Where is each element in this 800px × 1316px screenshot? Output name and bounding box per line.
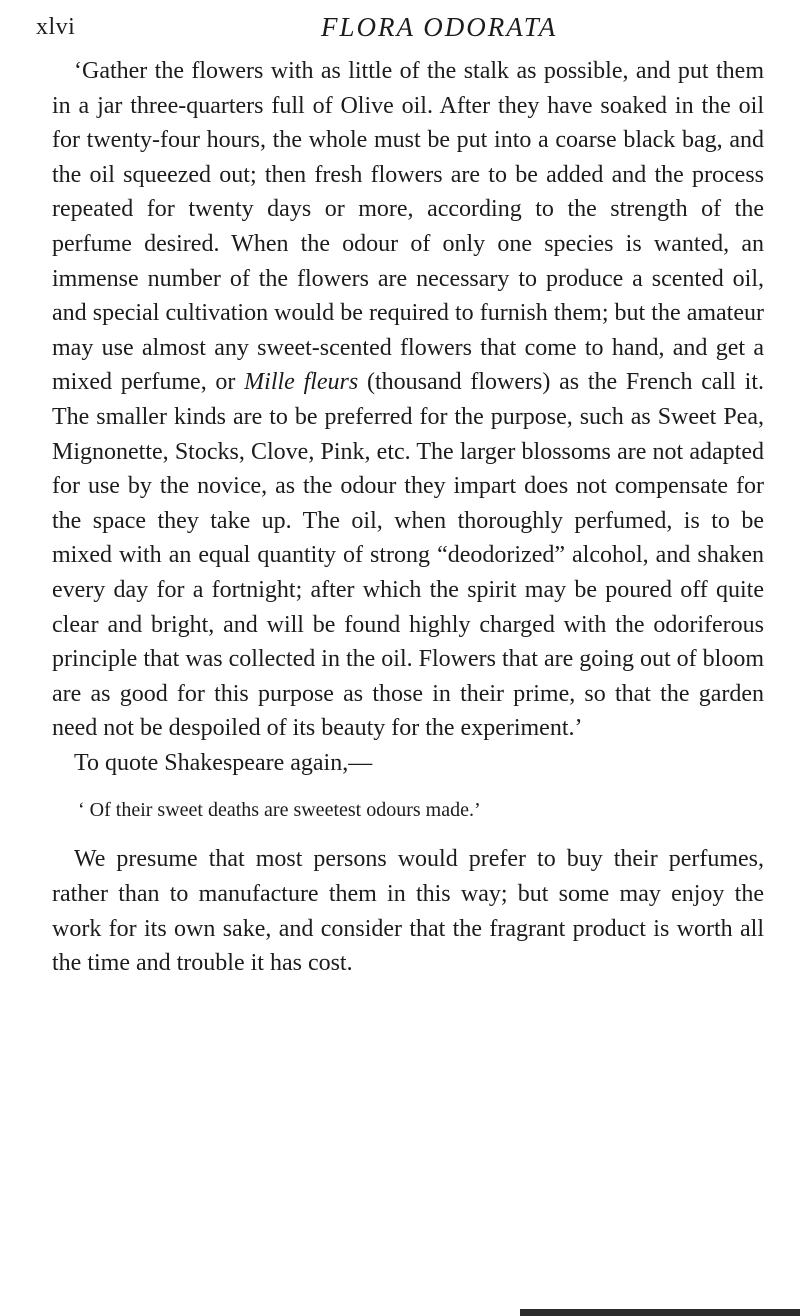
paragraph-shakespeare-intro: To quote Shakespeare again,— xyxy=(74,749,373,776)
paragraph-recipe xyxy=(52,54,764,746)
running-head xyxy=(36,8,776,48)
running-title: FLORA ODORATA xyxy=(321,12,558,42)
mille-fleurs-term: Mille fleurs xyxy=(244,369,359,396)
bottom-rule xyxy=(520,1309,800,1316)
body-text xyxy=(52,54,764,981)
paragraph-conclusion: We presume that most persons would prefer to buy their perfumes, rather than to manufacture them in this way; but some may enjoy the work for its own sake, and consider that the fragrant product is worth all the time and trouble it has cost. xyxy=(52,846,764,977)
recipe-text-part-2: (thousand flowers) as the French call it. The smaller kinds are to be preferred for the purpose, such as Sweet Pea, Mignonette, Stocks, Clove, Pink, etc. The larger blossoms are not adapted for use by the novice, as the odour they impart does not compensate for the space they take up. The oil, when thoroughly perfumed, is to be mixed with an equal quantity of strong “deodorized” alcohol, and shaken every day for a fortnight; after which the spirit may be poured off quite clear and bright, and will be found highly charged with the odoriferous principle that was collected in the oil. Flowers that are going out of bloom are as good for this purpose as those in their prime, so that the garden need not be despoiled of its beauty for the experiment.’ xyxy=(52,369,764,742)
shakespeare-quote: ‘ Of their sweet deaths are sweetest odours made.’ xyxy=(78,799,481,822)
page-number: xlvi xyxy=(36,14,76,40)
recipe-text-part-1: ‘Gather the flowers with as little of the stalk as possible, and put them in a jar three-quarters full of Olive oil. After they have soaked in the oil for twenty-four hours, the whole must be put into a coarse black bag, and the oil squeezed out; then fresh flowers are to be added and the process repeated for twenty days or more, according to the strength of the perfume desired. When the odour of only one species is wanted, an immense number of the flowers are necessary to produce a scented oil, and special cultivation would be required to furnish them; but the amateur may use almost any sweet-scented flowers that come to hand, and get a mixed perfume, or xyxy=(52,58,764,396)
